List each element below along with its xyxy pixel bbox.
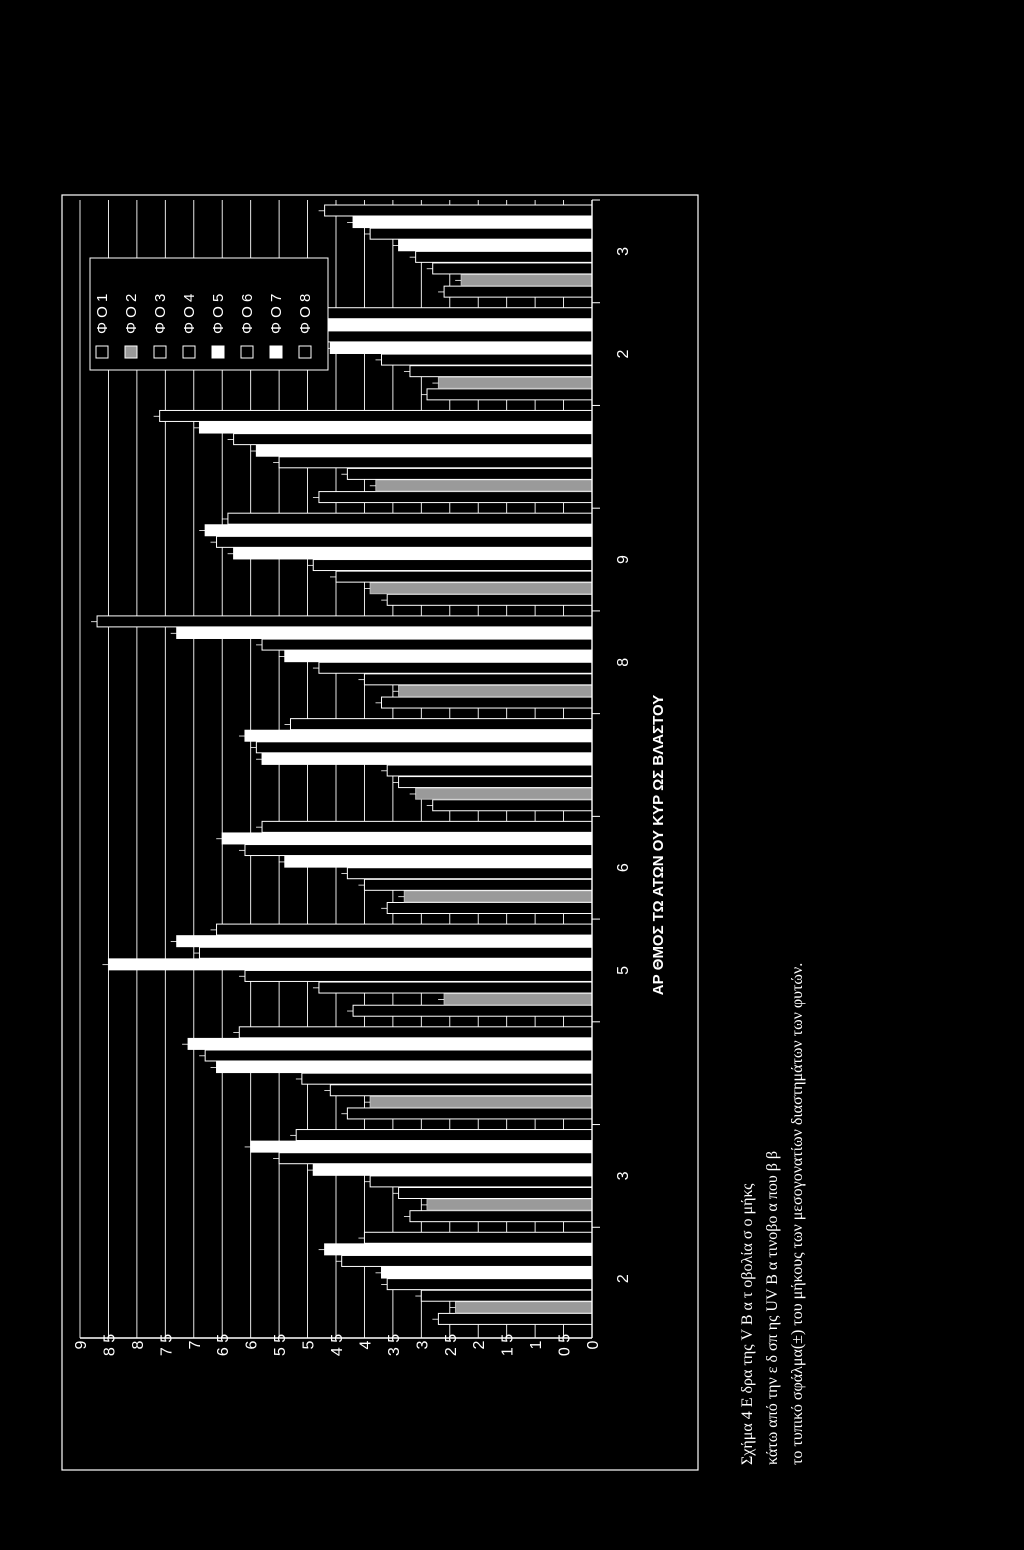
legend-label: Φ Ο 4 — [181, 293, 198, 334]
y-tick-group — [329, 1334, 346, 1356]
bar — [239, 1027, 592, 1038]
x-tick-group — [615, 555, 632, 564]
legend-label: Φ Ο 8 — [297, 293, 314, 334]
bar — [387, 765, 592, 776]
bar — [364, 879, 592, 890]
bar — [342, 1255, 592, 1266]
bar — [313, 1164, 592, 1175]
bar — [387, 1279, 592, 1290]
legend-label-group — [181, 294, 198, 334]
bars — [91, 205, 592, 1324]
bar — [421, 1290, 592, 1301]
bar — [217, 536, 592, 547]
legend-label-group — [152, 294, 169, 334]
bar — [364, 1232, 592, 1243]
bar — [382, 697, 592, 708]
y-tick-group — [443, 1334, 460, 1356]
caption-line-2: κάτω από την ε δ σπ ης UV B α τινοβο α που β β — [764, 1150, 781, 1465]
bar — [285, 856, 592, 867]
bar — [353, 1005, 592, 1016]
bar — [222, 833, 592, 844]
bar — [97, 616, 592, 627]
bar — [387, 594, 592, 605]
y-tick-group — [301, 1340, 318, 1349]
x-tick-group — [615, 247, 632, 256]
x-axis-tick-labels — [592, 200, 632, 1283]
legend-swatch — [96, 346, 108, 358]
bar — [302, 331, 592, 342]
y-tick-group — [272, 1334, 289, 1356]
y-tick-label: 5 — [300, 1340, 318, 1350]
legend-label-group — [123, 294, 140, 334]
legend — [90, 258, 328, 370]
legend-label-group — [297, 294, 314, 334]
y-tick-label: 3 — [414, 1340, 432, 1350]
bar — [455, 1302, 592, 1313]
y-tick-label: 2 — [471, 1340, 489, 1350]
bar — [370, 583, 592, 594]
bar — [234, 434, 592, 445]
legend-swatch — [125, 346, 137, 358]
y-tick-label: 4 5 — [329, 1333, 346, 1357]
bar — [370, 1176, 592, 1187]
bar — [279, 457, 592, 468]
legend-swatch — [270, 346, 282, 358]
y-tick-group — [187, 1340, 204, 1349]
y-tick-group — [471, 1340, 488, 1349]
y-tick-group — [386, 1334, 403, 1356]
bar — [461, 275, 592, 286]
legend-label: Φ Ο 1 — [94, 293, 111, 334]
bar — [330, 343, 592, 354]
bar — [416, 251, 592, 262]
bar — [217, 1062, 592, 1073]
bar — [410, 366, 592, 377]
bar — [399, 685, 592, 696]
bar — [433, 263, 592, 274]
x-tick-label: 2 — [615, 349, 632, 359]
x-tick-label: 3 — [615, 1171, 632, 1181]
y-tick-label: 5 5 — [272, 1333, 290, 1357]
y-tick-group — [101, 1334, 118, 1356]
bar — [313, 560, 592, 571]
bar — [296, 308, 592, 319]
y-tick-label: 0 5 — [556, 1333, 574, 1357]
bar — [336, 571, 592, 582]
bar — [427, 1199, 592, 1210]
bar — [404, 891, 592, 902]
x-tick-group — [615, 966, 632, 975]
y-tick-group — [557, 1334, 574, 1356]
x-tick-label: 2 — [615, 1274, 632, 1284]
legend-label: Φ Ο 7 — [268, 293, 285, 334]
x-axis-title-text: ΑΡ ΘΜΟΣ ΤΩ ΑΤΩΝ ΟΥ ΚΥΡ ΩΣ ΒΛΑΣΤΟΥ — [650, 694, 667, 996]
bar — [376, 480, 592, 491]
y-tick-group — [585, 1340, 602, 1349]
legend-label: Φ Ο 5 — [210, 293, 227, 334]
bar — [279, 1153, 592, 1164]
bar — [370, 228, 592, 239]
bar — [325, 1244, 592, 1255]
y-tick-label: 8 — [129, 1340, 147, 1350]
y-tick-label: 7 — [186, 1340, 204, 1350]
bar — [399, 240, 592, 251]
y-tick-group — [244, 1340, 261, 1349]
bar — [353, 217, 592, 228]
bar — [285, 651, 592, 662]
legend-label-group — [210, 294, 227, 334]
legend-swatch — [212, 346, 224, 358]
bar — [347, 868, 592, 879]
bar — [347, 468, 592, 479]
bar — [262, 753, 592, 764]
bar — [319, 982, 592, 993]
bar — [245, 730, 592, 741]
y-tick-group — [528, 1340, 545, 1349]
bar — [444, 994, 592, 1005]
bar — [251, 1141, 592, 1152]
bar — [199, 947, 592, 958]
legend-label: Φ Ο 3 — [152, 293, 169, 334]
caption-line-3: το τυπικό σφάλμα(±) του μήκους των μεσογονατίων διαστημάτων των φυτών. — [789, 962, 806, 1465]
y-tick-label: 1 — [528, 1340, 546, 1350]
bar — [444, 286, 592, 297]
x-tick-group — [615, 863, 632, 872]
bar — [302, 1073, 592, 1084]
bar — [108, 959, 592, 970]
bar — [285, 319, 592, 330]
bar — [438, 377, 592, 388]
legend-swatch — [183, 346, 195, 358]
legend-label-group — [239, 294, 256, 334]
y-tick-group — [414, 1340, 431, 1349]
bar — [370, 1096, 592, 1107]
bar — [256, 742, 592, 753]
legend-label-group — [94, 294, 111, 334]
bar — [399, 1188, 592, 1199]
y-tick-group — [500, 1334, 517, 1356]
bar — [347, 1108, 592, 1119]
bar — [188, 1038, 592, 1049]
bar — [160, 410, 592, 421]
x-axis-title — [650, 695, 667, 995]
x-tick-group — [615, 1171, 632, 1180]
bar — [245, 970, 592, 981]
y-tick-group — [357, 1340, 374, 1349]
y-tick-label: 2 5 — [442, 1333, 460, 1357]
y-tick-label: 1 5 — [499, 1333, 517, 1357]
bar — [177, 628, 592, 639]
figure-caption — [739, 963, 806, 1465]
y-tick-label: 3 5 — [385, 1333, 403, 1357]
bar — [438, 1313, 592, 1324]
bar — [234, 548, 592, 559]
bar — [319, 492, 592, 503]
bar — [410, 1211, 592, 1222]
y-tick-label: 0 — [585, 1340, 602, 1350]
y-tick-label: 4 — [357, 1340, 375, 1350]
bar — [325, 205, 592, 216]
x-tick-label: 5 — [615, 966, 632, 975]
legend-swatch — [154, 346, 166, 358]
bar — [433, 800, 592, 811]
legend-swatch — [299, 346, 311, 358]
bar — [364, 674, 592, 685]
bar — [256, 445, 592, 456]
bar — [217, 924, 592, 935]
y-tick-group — [158, 1334, 175, 1356]
y-axis-tick-labels — [73, 1334, 602, 1356]
legend-label: Φ Ο 2 — [123, 293, 140, 334]
legend-swatch — [241, 346, 253, 358]
y-tick-label: 7 5 — [158, 1333, 176, 1357]
bar — [290, 719, 592, 730]
bar — [199, 422, 592, 433]
x-tick-group — [615, 658, 632, 667]
y-tick-group — [73, 1340, 90, 1349]
y-tick-label: 6 5 — [215, 1333, 233, 1357]
x-tick-label: 3 — [615, 246, 632, 256]
y-tick-label: 9 — [73, 1340, 90, 1350]
y-tick-group — [130, 1340, 147, 1349]
bar — [382, 1267, 592, 1278]
y-tick-label: 6 — [243, 1340, 261, 1350]
legend-label-group — [268, 294, 285, 334]
bar — [205, 525, 592, 536]
bar — [382, 354, 592, 365]
bar — [427, 389, 592, 400]
bar — [205, 1050, 592, 1061]
x-tick-label: 8 — [615, 657, 632, 667]
bar — [262, 821, 592, 832]
bar — [296, 1130, 592, 1141]
bar — [416, 788, 592, 799]
bar — [245, 845, 592, 856]
caption-line-1: Σχήμα 4 Ε δρα της V B α τ οβολία σ ο μήκς — [739, 1183, 756, 1465]
bar — [399, 777, 592, 788]
bar — [228, 513, 592, 524]
bar — [319, 662, 592, 673]
legend-label: Φ Ο 6 — [239, 293, 256, 334]
bar — [262, 639, 592, 650]
x-tick-label: 6 — [615, 863, 632, 873]
bar — [177, 936, 592, 947]
bar — [387, 903, 592, 914]
bar — [330, 1085, 592, 1096]
x-tick-group — [615, 350, 632, 359]
y-tick-label: 8 5 — [101, 1333, 119, 1357]
y-tick-group — [215, 1334, 232, 1356]
x-tick-group — [615, 1274, 632, 1283]
x-tick-label: 9 — [615, 555, 632, 564]
